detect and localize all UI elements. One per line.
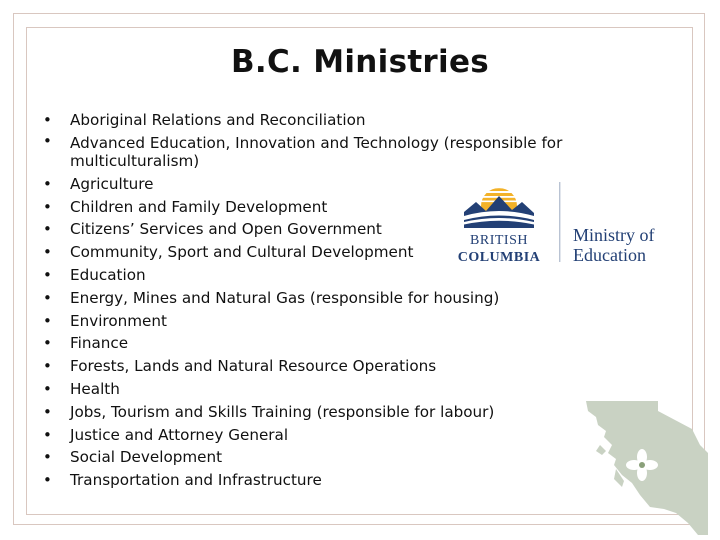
list-item-label: Justice and Attorney General bbox=[70, 425, 289, 444]
bullet: • bbox=[43, 357, 52, 376]
logo-british: BRITISH bbox=[470, 233, 528, 248]
bc-ministry-of-education-logo bbox=[452, 180, 670, 264]
list-item bbox=[40, 378, 600, 401]
list-item-label: Jobs, Tourism and Skills Training (responsible for labour) bbox=[70, 402, 495, 421]
list-item-label: Social Development bbox=[70, 448, 223, 467]
bullet: • bbox=[43, 174, 52, 193]
list-item-label: Finance bbox=[70, 334, 129, 353]
bullet: • bbox=[43, 379, 52, 398]
bc-map-with-dogwood-icon bbox=[580, 395, 710, 535]
bullet: • bbox=[43, 131, 52, 150]
logo-education: Education bbox=[573, 245, 646, 264]
slide-title: B.C. Ministries bbox=[230, 44, 490, 80]
list-item-label: Health bbox=[70, 379, 120, 398]
bullet: • bbox=[43, 425, 52, 444]
list-item bbox=[40, 469, 600, 492]
list-item bbox=[40, 310, 600, 333]
bullet: • bbox=[43, 288, 52, 307]
list-item-label: Community, Sport and Cultural Development bbox=[70, 243, 414, 262]
list-item bbox=[40, 132, 600, 173]
logo-ministry-of: Ministry of bbox=[573, 225, 655, 245]
list-item-label: Advanced Education, Innovation and Technology (responsible for multiculturalism) bbox=[70, 133, 563, 171]
list-item-label: Education bbox=[70, 265, 146, 284]
ministries-list bbox=[40, 109, 600, 492]
list-item bbox=[40, 109, 600, 132]
bullet: • bbox=[43, 265, 52, 284]
bullet: • bbox=[43, 220, 52, 239]
bullet: • bbox=[43, 111, 52, 129]
list-item bbox=[40, 446, 600, 469]
list-item-label: Energy, Mines and Natural Gas (responsible for housing) bbox=[70, 288, 500, 307]
list-item-label: Agriculture bbox=[70, 174, 154, 193]
list-item bbox=[40, 287, 600, 310]
logo-columbia: COLUMBIA bbox=[457, 250, 541, 264]
list-item-label: Forests, Lands and Natural Resource Operations bbox=[70, 357, 437, 376]
bullet: • bbox=[43, 402, 52, 421]
bullet: • bbox=[43, 243, 52, 262]
list-item-label: Transportation and Infrastructure bbox=[70, 471, 322, 490]
list-item bbox=[40, 355, 600, 378]
list-item-label: Children and Family Development bbox=[70, 197, 328, 216]
bullet: • bbox=[43, 471, 52, 490]
list-item bbox=[40, 401, 600, 424]
bullet: • bbox=[43, 334, 52, 353]
list-item-label: Citizens’ Services and Open Government bbox=[70, 220, 382, 239]
bullet: • bbox=[43, 197, 52, 216]
bullet: • bbox=[43, 311, 52, 330]
list-item bbox=[40, 332, 600, 355]
logo-divider bbox=[559, 182, 560, 262]
list-item-label: Aboriginal Relations and Reconciliation bbox=[70, 111, 366, 129]
list-item-label: Environment bbox=[70, 311, 167, 330]
bullet: • bbox=[43, 448, 52, 467]
list-item bbox=[40, 264, 600, 287]
list-item bbox=[40, 424, 600, 447]
